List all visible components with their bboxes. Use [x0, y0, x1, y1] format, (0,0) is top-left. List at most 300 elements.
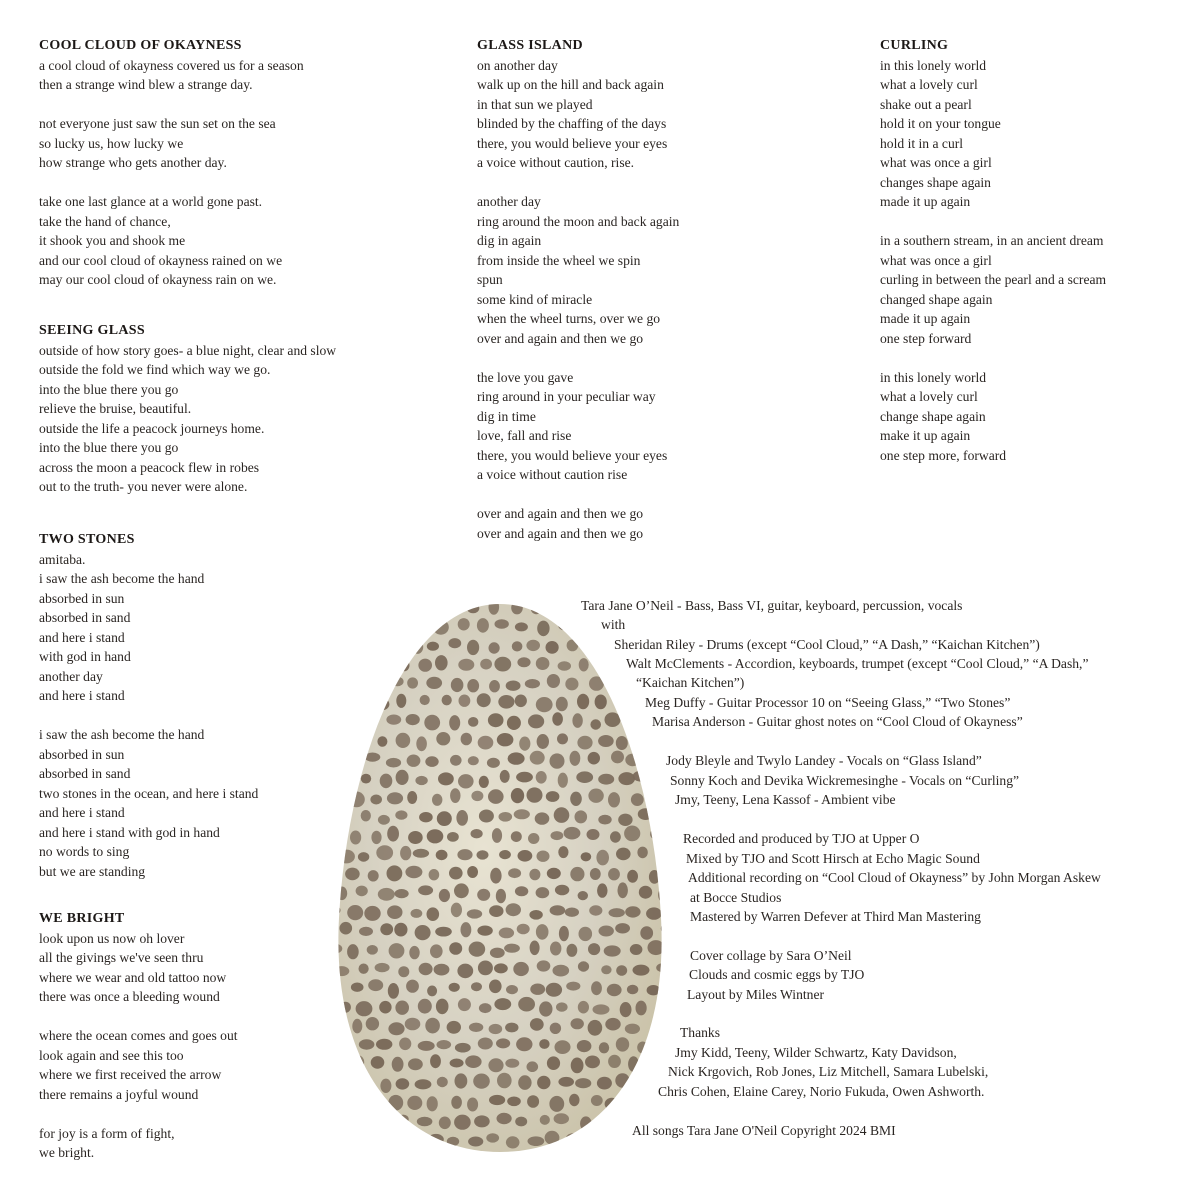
egg-spot [429, 869, 440, 880]
lyric-line: i saw the ash become the hand [39, 571, 205, 586]
egg-spot [590, 868, 601, 880]
egg-spot [347, 905, 363, 920]
lyric-line: and here i stand [39, 688, 125, 703]
lyric-line: make it up again [880, 428, 971, 443]
egg-spot [449, 715, 460, 730]
copyright-line: All songs Tara Jane O'Neil Copyright 2024 BMI [632, 1123, 896, 1138]
lyric-line: outside the life a peacock journeys home. [39, 420, 265, 436]
egg-spot [652, 1020, 662, 1032]
egg-spot [399, 1038, 411, 1051]
egg-spot [347, 599, 363, 612]
egg-spot [416, 736, 427, 751]
egg-spot [469, 942, 486, 957]
lyric-line: how strange who gets another day. [39, 155, 227, 170]
credit-line: Sonny Koch and Devika Wickremesinghe - Vocals on “Curling” [670, 773, 1020, 788]
egg-spot [648, 1059, 661, 1072]
egg-spot [426, 677, 442, 689]
credit-line: Nick Krgovich, Rob Jones, Liz Mitchell, Samara Lubelski, [668, 1064, 989, 1079]
egg-spot [515, 622, 528, 631]
egg-spot [366, 1017, 379, 1030]
egg-spot [618, 814, 632, 826]
egg-spot [340, 812, 350, 823]
egg-spot [564, 827, 581, 840]
egg-spot [380, 1079, 391, 1093]
egg-spot [409, 946, 419, 959]
egg-spot [618, 772, 635, 785]
egg-spot [624, 1092, 639, 1107]
lyric-line: another day [477, 194, 541, 209]
egg-spot [537, 734, 549, 749]
stanza-break [39, 173, 304, 193]
lyric-line: on another day [477, 57, 558, 73]
egg-spot [375, 698, 389, 710]
egg-spot [657, 736, 665, 748]
egg-spot [648, 940, 665, 955]
egg-spot [378, 815, 390, 825]
egg-spot [488, 789, 504, 804]
egg-spot [451, 678, 464, 692]
egg-spot [350, 676, 362, 686]
egg-spot [536, 924, 549, 940]
egg-spot [450, 788, 460, 803]
lyric-line: look again and see this too [39, 1047, 184, 1063]
egg-spot [537, 960, 551, 971]
egg-spot [449, 942, 462, 955]
egg-spot [558, 773, 568, 788]
egg-spot [505, 1059, 519, 1068]
egg-spot [571, 1058, 584, 1074]
egg-spot [424, 715, 440, 731]
song-curling [880, 36, 1106, 465]
egg-spot [417, 624, 428, 633]
credit-line: Mastered by Warren Defever at Third Man Mastering [690, 909, 981, 924]
egg-spot [516, 1037, 532, 1051]
egg-spot [394, 923, 407, 937]
egg-spot [339, 1036, 351, 1051]
egg-spot [598, 815, 611, 825]
egg-spot [555, 1040, 571, 1054]
song-title: CURLING [880, 38, 949, 53]
lyric-line: there remains a joyful wound [39, 1086, 199, 1102]
egg-spot [625, 906, 640, 917]
egg-spot [371, 831, 381, 844]
lyric-line: absorbed in sun [39, 746, 125, 762]
egg-spot [587, 1133, 599, 1149]
egg-spot [388, 1095, 403, 1111]
egg-spot [630, 944, 643, 955]
egg-spot [459, 695, 471, 707]
lyric-line: amitaba. [39, 551, 86, 567]
egg-spot [366, 605, 381, 615]
egg-spot [505, 1023, 518, 1033]
egg-spot [448, 638, 461, 648]
egg-spot [556, 1002, 568, 1011]
egg-spot [497, 1113, 512, 1124]
lyric-line: from inside the wheel we spin [477, 252, 641, 268]
egg-spot [335, 1021, 339, 1030]
egg-spot [337, 656, 348, 671]
egg-spot [496, 889, 506, 904]
egg-spot [595, 1118, 609, 1129]
egg-spot [335, 1097, 343, 1106]
lyric-line: i saw the ash become the hand [39, 727, 205, 742]
egg-spot [531, 604, 542, 615]
egg-spot [367, 945, 378, 955]
lyric-line: over and again and then we go [477, 506, 644, 521]
lyric-line: walk up on the hill and back again [477, 77, 664, 92]
egg-spot [552, 712, 563, 725]
egg-spot [377, 736, 387, 747]
egg-spot [498, 695, 514, 709]
lyric-line: outside of how story goes- a blue night, clear and slow [39, 342, 337, 358]
egg-spot [489, 599, 500, 614]
egg-spot [495, 619, 509, 629]
egg-spot [435, 927, 452, 937]
egg-spot [647, 985, 661, 995]
credit-line: Thanks [680, 1025, 721, 1040]
lyric-line: there, you would believe your eyes [477, 447, 668, 463]
egg-spot [565, 678, 578, 691]
egg-spot [408, 1058, 423, 1070]
egg-spot [601, 965, 611, 974]
egg-spot [469, 1023, 483, 1032]
egg-spot [396, 694, 406, 708]
egg-spot [467, 640, 479, 655]
lyric-line: another day [39, 668, 103, 684]
credit-line: Tara Jane O’Neil - Bass, Bass VI, guitar, keyboard, percussion, vocals [581, 598, 963, 613]
egg-spot [429, 605, 440, 617]
egg-spot [598, 774, 614, 785]
egg-spot [537, 851, 550, 862]
lyric-line: made it up again [880, 311, 971, 326]
egg-spot [515, 886, 528, 896]
egg-spot [567, 640, 579, 652]
egg-spot [387, 792, 403, 804]
egg-spot [454, 1115, 471, 1130]
credit-line: Marisa Anderson - Guitar ghost notes on “Cool Cloud of Okayness” [652, 714, 1023, 729]
egg-spot [646, 907, 662, 919]
egg-spot [591, 981, 602, 995]
lyric-line: over and again and then we go [477, 525, 644, 541]
egg-spot [555, 885, 569, 896]
stanza-break [39, 95, 304, 115]
egg-spot [427, 642, 439, 651]
egg-spot [588, 752, 600, 765]
egg-spot [340, 922, 353, 935]
credit-line: at Bocce Studios [690, 890, 782, 905]
egg-spot [547, 1056, 560, 1070]
egg-spot [380, 774, 393, 789]
egg-spot [659, 620, 665, 634]
egg-spot [499, 850, 511, 859]
egg-spot [611, 751, 624, 764]
egg-spot [479, 776, 489, 788]
credit-line: Jody Bleyle and Twylo Landey - Vocals on “Glass Island” [666, 753, 982, 768]
egg-spot [351, 1055, 364, 1069]
egg-spot [467, 603, 479, 613]
egg-spot [456, 810, 468, 826]
egg-spot [511, 788, 524, 803]
lyric-line: what was once a girl [880, 252, 992, 268]
egg-spot [439, 889, 450, 902]
egg-spot [489, 1095, 505, 1105]
egg-spot [335, 640, 346, 653]
lyric-line: change shape again [880, 408, 986, 424]
egg-spot [415, 776, 427, 785]
egg-spot [407, 1096, 422, 1110]
egg-spot [504, 944, 520, 953]
egg-spot [471, 791, 483, 801]
egg-spot [411, 909, 423, 918]
egg-spot [570, 751, 581, 766]
egg-spot [336, 695, 350, 706]
egg-spot [449, 983, 460, 992]
egg-spot [619, 694, 631, 708]
egg-spot [468, 756, 479, 765]
egg-spot [361, 698, 373, 709]
stanza-break [477, 485, 679, 505]
egg-spot [608, 1055, 621, 1068]
egg-spot [394, 621, 409, 635]
egg-spot [335, 752, 341, 768]
egg-spot [447, 832, 459, 842]
egg-spot [415, 1079, 432, 1089]
egg-spot [624, 826, 640, 842]
egg-spot [465, 1055, 481, 1068]
egg-spot [506, 903, 521, 916]
egg-spot [633, 771, 650, 782]
egg-spot [378, 662, 392, 673]
egg-spot [515, 1117, 527, 1127]
credit-line: “Kaichan Kitchen”) [636, 675, 745, 690]
egg-spot [368, 870, 379, 881]
egg-spot [593, 1004, 610, 1014]
egg-spot [407, 755, 421, 767]
credit-line: Recorded and produced by TJO at Upper O [683, 831, 920, 846]
egg-spot [591, 1095, 603, 1106]
egg-spot [588, 1020, 603, 1036]
egg-spot [525, 679, 540, 688]
egg-spot [437, 1077, 448, 1087]
egg-spot [436, 850, 448, 860]
egg-spot [480, 659, 492, 670]
egg-spot [556, 697, 568, 712]
egg-spot [657, 1039, 666, 1049]
egg-spot [418, 659, 432, 672]
egg-spot [364, 906, 380, 921]
egg-spot [450, 1059, 464, 1068]
egg-spot [388, 603, 399, 616]
egg-spot [455, 1073, 468, 1088]
egg-spot [388, 1022, 404, 1035]
egg-spot [625, 1024, 640, 1034]
egg-spot [418, 885, 433, 895]
egg-spot [405, 866, 422, 878]
lyric-line: what a lovely curl [880, 389, 978, 404]
egg-spot [489, 1024, 503, 1034]
egg-spot [391, 677, 403, 687]
egg-spot [616, 1113, 629, 1124]
egg-spot [508, 752, 525, 764]
egg-spot [546, 791, 560, 802]
egg-spot [536, 771, 547, 784]
lyric-line: may our cool cloud of okayness rain on we. [39, 272, 277, 287]
egg-spot [348, 792, 364, 808]
egg-spot [415, 925, 431, 940]
egg-spot [359, 927, 373, 936]
egg-spot [499, 928, 514, 939]
egg-spot [395, 810, 407, 819]
credit-line: Jmy, Teeny, Lena Kassof - Ambient vibe [675, 792, 896, 807]
egg-spot [536, 697, 553, 712]
egg-spot [575, 810, 588, 823]
egg-spot [549, 1096, 564, 1112]
lyric-line: what a lovely curl [880, 77, 978, 92]
egg-spot [458, 659, 474, 671]
credit-line: Sheridan Riley - Drums (except “Cool Cloud,” “A Dash,” “Kaichan Kitchen”) [614, 637, 1040, 652]
egg-spot [605, 712, 621, 727]
egg-spot [357, 734, 368, 744]
lyric-line: in a southern stream, in an ancient dream [880, 233, 1104, 248]
egg-spot [570, 867, 584, 881]
egg-spot [428, 1134, 444, 1145]
egg-spot [516, 772, 533, 783]
egg-spot [389, 943, 405, 958]
lyric-line: and here i stand [39, 629, 125, 645]
egg-spot [515, 695, 527, 708]
egg-spot [419, 963, 433, 975]
egg-spot [570, 792, 582, 806]
egg-spot [631, 793, 644, 806]
egg-spot [494, 657, 511, 672]
egg-spot [351, 983, 364, 992]
egg-spot [386, 715, 401, 725]
egg-spot [358, 1112, 374, 1128]
egg-spot [346, 637, 363, 650]
egg-spot [365, 753, 381, 762]
lyric-line: and here i stand with god in hand [39, 824, 220, 840]
egg-spot [348, 715, 361, 726]
egg-spot [639, 886, 652, 899]
egg-spot [408, 831, 423, 844]
lyric-line: in that sun we played [477, 96, 593, 112]
egg-spot [395, 889, 409, 898]
egg-spot [471, 829, 483, 838]
egg-spot [604, 945, 621, 956]
egg-spot [551, 831, 564, 840]
egg-spot [615, 1073, 629, 1087]
egg-spot [597, 883, 607, 897]
egg-spot [530, 751, 545, 765]
egg-spot [530, 1018, 544, 1031]
egg-spot [427, 986, 437, 997]
lyric-line: the love you gave [477, 369, 574, 385]
egg-spot [637, 847, 647, 859]
egg-spot [406, 714, 420, 725]
egg-spot [450, 599, 461, 615]
egg-spot [609, 908, 625, 917]
egg-spot [345, 868, 360, 881]
egg-spot [335, 1061, 342, 1073]
lyric-line: a cool cloud of okayness covered us for a season [39, 57, 304, 73]
egg-spot [335, 719, 342, 731]
egg-spot [566, 1133, 581, 1145]
egg-spot [581, 852, 592, 861]
song-cool-cloud-of-okayness [39, 36, 304, 290]
egg-spot [585, 1056, 600, 1069]
lyric-line: no words to sing [39, 844, 130, 859]
lyric-line: so lucky us, how lucky we [39, 135, 184, 151]
egg-spot [380, 923, 393, 935]
egg-spot [425, 1018, 440, 1034]
song-two-stones [39, 530, 258, 881]
lyric-line: we bright. [39, 1145, 95, 1160]
egg-spot [609, 681, 626, 692]
egg-spot [506, 681, 521, 691]
egg-spot [527, 1095, 539, 1108]
egg-spot [477, 926, 492, 936]
egg-spot [417, 1117, 433, 1126]
egg-spot [490, 948, 505, 958]
egg-spot [457, 964, 473, 979]
egg-spot [388, 1137, 399, 1147]
egg-spot [640, 926, 653, 940]
egg-spot [340, 1002, 351, 1013]
egg-spot [494, 963, 508, 973]
egg-spot [335, 831, 342, 846]
egg-spot [489, 980, 502, 994]
egg-spot [638, 808, 653, 820]
egg-spot [337, 771, 352, 783]
egg-spot [479, 1003, 492, 1013]
egg-spot [370, 795, 382, 805]
egg-spot [517, 924, 530, 935]
egg-spot [585, 643, 601, 652]
egg-spot [618, 882, 628, 898]
egg-spot [468, 1137, 483, 1147]
egg-spot [359, 1039, 375, 1049]
egg-spot [335, 620, 348, 632]
egg-spot [477, 618, 489, 633]
egg-spot [553, 965, 570, 977]
egg-spot [387, 826, 399, 842]
egg-spot [557, 733, 568, 744]
egg-spot [616, 965, 627, 976]
egg-spot [396, 770, 409, 785]
egg-spot [386, 758, 401, 768]
lyric-line: absorbed in sun [39, 590, 125, 606]
egg-spot [530, 984, 545, 995]
lyric-line: a voice without caution rise [477, 467, 628, 482]
egg-spot [595, 695, 607, 710]
egg-spot [615, 923, 630, 933]
egg-spot [550, 942, 561, 956]
egg-spot [528, 714, 544, 728]
egg-spot [526, 640, 540, 651]
egg-spot [399, 660, 410, 672]
egg-spot [494, 998, 511, 1010]
lyric-line: into the blue there you go [39, 440, 179, 455]
lyric-line: where the ocean comes and goes out [39, 1028, 238, 1043]
song-glass-island [477, 36, 679, 543]
egg-spot [398, 1115, 409, 1124]
song-title: GLASS ISLAND [477, 38, 583, 53]
egg-spot [335, 1118, 351, 1130]
egg-spot [335, 1080, 351, 1089]
egg-spot [489, 680, 500, 692]
lyric-line: all the givings we've seen thru [39, 950, 204, 965]
egg-spot [488, 1058, 503, 1072]
